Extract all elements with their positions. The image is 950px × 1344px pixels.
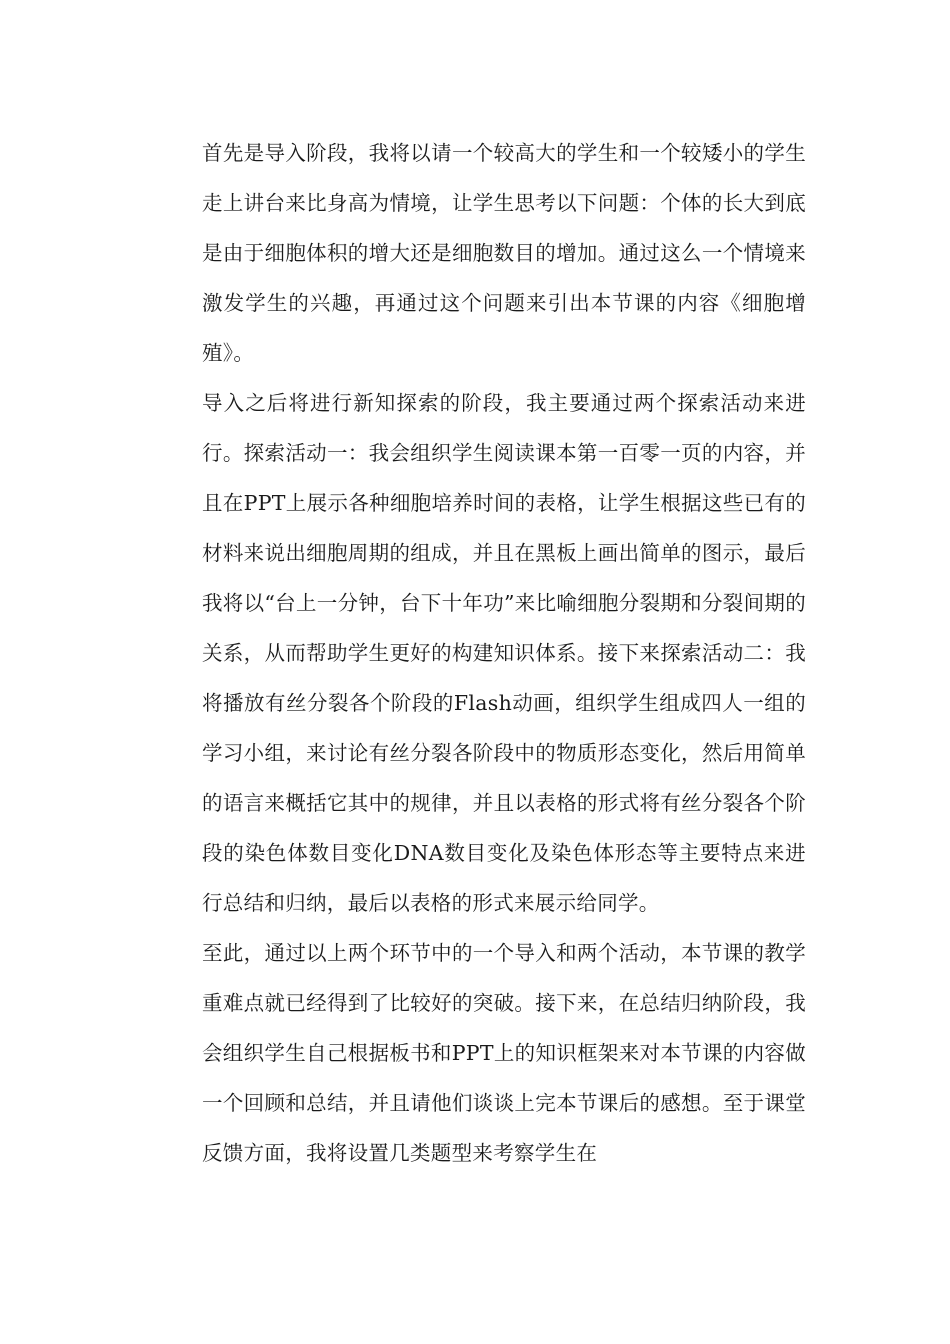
document-body [202,128,806,1178]
paragraph-exploration: 导入之后将进行新知探索的阶段，我主要通过两个探索活动来进行。探索活动一：我会组织学生阅读课本第一百零一页的内容，并且在PPT上展示各种细胞培养时间的表格，让学生根据这些已有的材料来说出细胞周期的组成，并且在黑板上画出简单的图示，最后我将以“台上一分钟，台下十年功”来比喻细胞分裂期和分裂间期的关系，从而帮助学生更好的构建知识体系。接下来探索活动二：我将播放有丝分裂各个阶段的Flash动画，组织学生组成四人一组的学习小组，来讨论有丝分裂各阶段中的物质形态变化，然后用简单的语言来概括它其中的规律，并且以表格的形式将有丝分裂各个阶段的染色体数目变化DNA数目变化及染色体形态等主要特点来进行总结和归纳，最后以表格的形式来展示给同学。 [202,391,806,915]
paragraph-summary: 至此，通过以上两个环节中的一个导入和两个活动，本节课的教学重难点就已经得到了比较好的突破。接下来，在总结归纳阶段，我会组织学生自己根据板书和PPT上的知识框架来对本节课的内容做一个回顾和总结，并且请他们谈谈上完本节课后的感想。至于课堂反馈方面，我将设置几类题型来考察学生在 [202,941,806,1165]
paragraph-introduction: 首先是导入阶段，我将以请一个较高大的学生和一个较矮小的学生走上讲台来比身高为情境，让学生思考以下问题：个体的长大到底是由于细胞体积的增大还是细胞数目的增加。通过这么一个情境来激发学生的兴趣，再通过这个问题来引出本节课的内容《细胞增殖》。 [202,141,806,365]
